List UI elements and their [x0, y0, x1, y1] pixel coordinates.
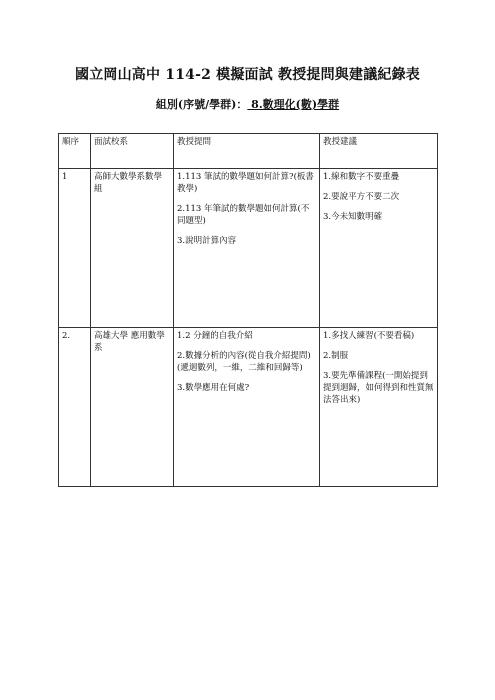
- row-order: 2.: [59, 328, 91, 487]
- row-school: 高師大數學系數學組: [91, 169, 174, 328]
- advice-item: 1.多找人練習(不要看稿): [323, 331, 415, 341]
- group-label: 組別(序號/學群)：: [155, 98, 248, 111]
- header-order: 順序: [59, 134, 91, 169]
- question-item: 3.數學應用在何處?: [177, 383, 250, 393]
- question-item: 2.113 年筆試的數學題如何計算(不同題型): [177, 204, 310, 226]
- row-order: 1: [59, 169, 91, 328]
- document-title: 國立岡山高中 114-2 模擬面試 教授提問與建議紀錄表: [75, 67, 420, 83]
- header-school: 面試校系: [91, 134, 174, 169]
- record-table: [58, 133, 438, 487]
- table-row: [59, 169, 438, 328]
- advice-item: 3.今未知數明確: [323, 212, 383, 222]
- header-questions: 教授提問: [174, 134, 320, 169]
- group-line: [0, 96, 495, 112]
- advice-item: 1.線和數字不要重疊: [323, 172, 400, 182]
- header-advice: 教授建議: [320, 134, 438, 169]
- advice-item: 2.要說平方不要二次: [323, 192, 400, 202]
- row-advice: [320, 328, 438, 487]
- row-school: 高雄大學 應用數學系: [91, 328, 174, 487]
- question-item: 2.數據分析的內容(從自我介紹提問)(遞迴數列，一維，二維和回歸等): [177, 351, 311, 373]
- group-value: 8.數理化(數)學群: [247, 98, 340, 111]
- advice-item: 2.制服: [323, 351, 349, 361]
- question-item: 1.2 分鐘的自我介紹: [177, 331, 253, 341]
- question-item: 1.113 筆試的數學題如何計算?(板書教學): [177, 172, 314, 194]
- row-questions: [174, 328, 320, 487]
- table-header-row: [59, 134, 438, 169]
- question-item: 3.說明計算內容: [177, 236, 237, 246]
- table-row: [59, 328, 438, 487]
- advice-item: 3.要先準備課程(一開始提到提到迴歸，如何得到和性質無法答出來): [323, 371, 434, 405]
- row-questions: [174, 169, 320, 328]
- row-advice: [320, 169, 438, 328]
